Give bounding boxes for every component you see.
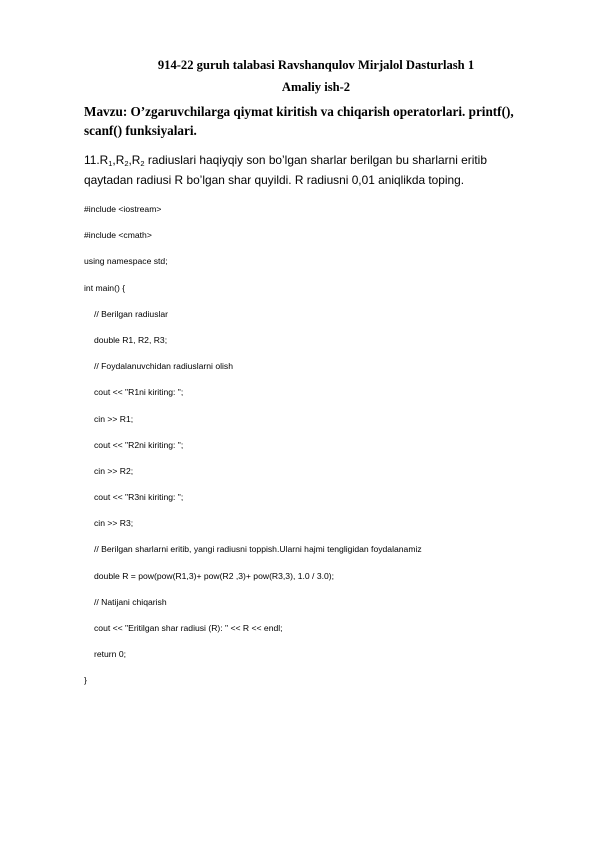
code-line: double R = pow(pow(R1,3)+ pow(R2 ,3)+ pow(R3,3), 1.0 / 3.0);	[94, 570, 335, 581]
code-comment: // Natijani chiqarish	[94, 596, 167, 607]
task-subscript-1: 1	[108, 159, 113, 168]
code-line: cin >> R3;	[94, 518, 134, 529]
task-subscript-2: 2	[124, 159, 129, 168]
code-comment: // Berilgan sharlarni eritib, yangi radiusni toppish.Ularni hajmi tengligidan foydalanamiz	[94, 544, 422, 555]
code-line: }	[84, 675, 87, 686]
topic-text: : O’zgaruvchilarga qiymat kiritish va chiqarish operatorlari. printf(), scanf() funksiyalari.	[84, 104, 514, 138]
code-comment: // Berilgan radiuslar	[94, 308, 169, 319]
code-comment: // Foydalanuvchidan radiuslarni olish	[94, 361, 234, 372]
code-block	[84, 203, 544, 701]
code-line: cin >> R1;	[94, 413, 134, 424]
task-subscript-3: 2	[140, 159, 145, 168]
code-line: cin >> R2;	[94, 465, 134, 476]
code-line: cout << "R3ni kiriting: ";	[94, 492, 184, 503]
task-number: 11.R	[84, 153, 109, 167]
task-text: radiuslari haqiyqiy son bo’lgan sharlar berilgan bu sharlarni eritib qaytadan radiusi R bo’lgan shar quyildi. R radiusni 0,01 aniqlikda toping.	[84, 153, 487, 187]
code-line: int main() {	[84, 282, 126, 293]
topic-label: Mavzu	[84, 104, 123, 119]
code-line: cout << "R2ni kiriting: ";	[94, 439, 184, 450]
task-separator-1: ,R	[112, 153, 125, 167]
code-line: cout << "R1ni kiriting: ";	[94, 387, 184, 398]
code-line: double R1, R2, R3;	[94, 334, 168, 345]
code-line: #include <iostream>	[84, 204, 162, 214]
document-subtitle: Amaliy ish-2	[281, 80, 351, 94]
task-separator-2: ,R	[128, 153, 141, 167]
task-paragraph	[84, 150, 534, 190]
code-line: using namespace std;	[84, 256, 168, 267]
code-line: #include <cmath>	[84, 230, 152, 241]
document-title: 914-22 guruh talabasi Ravshanqulov Mirjalol Dasturlash 1	[157, 58, 475, 72]
topic-paragraph	[84, 102, 544, 140]
code-line: return 0;	[94, 649, 127, 660]
code-line: cout << "Eritilgan shar radiusi (R): " << R << endl;	[94, 623, 283, 633]
